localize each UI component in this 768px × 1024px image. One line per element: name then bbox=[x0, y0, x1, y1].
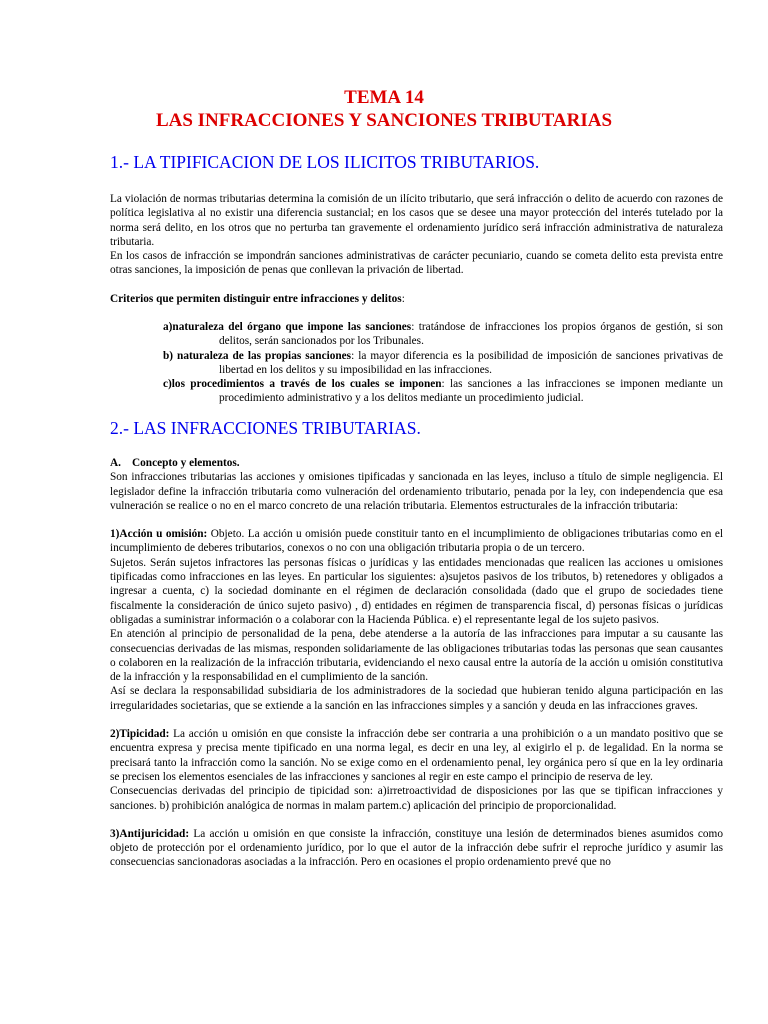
paragraph-antijuricidad bbox=[110, 827, 723, 870]
list-item-lead: a)naturaleza del órgano que impone las sanciones bbox=[163, 321, 412, 333]
list-item bbox=[163, 320, 723, 349]
section-2-body bbox=[110, 456, 723, 870]
list-item bbox=[163, 349, 723, 378]
tipicidad-text: La acción u omisión en que consiste la infracción debe ser contraria a una prohibición o a un mandato positivo que se encuentra expresa y precisa mente tipificado en una norma legal, es decir en una ley, al exigirlo el p. de legalidad. En la norma se precisará tanto la infracción como la sanción. No se exige como en el ordenamiento penal, ley orgánica pero sí que en la ley ordinaria se precisen los elementos esenciales de las infracciones y sanciones al regir en este campo el principio de reserva de ley. bbox=[110, 728, 723, 783]
list-item-lead: b) naturaleza de las propias sanciones bbox=[163, 349, 352, 362]
document-title: LAS INFRACCIONES Y SANCIONES TRIBUTARIAS bbox=[155, 110, 613, 131]
antijuricidad-text: La acción u omisión en que consiste la infracción, constituye una lesión de determinados bienes asumidos como objeto de protección por el ordenamiento jurídico, por lo que el autor de la infracción debe sufrir el reproche jurídico y asumir las consecuencias sancionadoras asociadas a la infracción. Pero en ocasiones el propio ordenamiento prevé que no bbox=[110, 827, 723, 869]
accion-text: Objeto. La acción u omisión puede constituir tanto en el incumplimiento de obligaciones tributarias como en el incumplimiento de deberes tributarios, conexos o no con una obligación tributaria propia o de un tercero. bbox=[110, 528, 723, 555]
subsection-title: Concepto y elementos. bbox=[132, 457, 240, 469]
paragraph-sanciones: En los casos de infracción se impondrán sanciones administrativas de carácter pecuniario, cuando se cometa delito esta prevista entre otras sanciones, la imposición de penas que conllevan la privación de libertad. bbox=[110, 250, 723, 277]
paragraph-concepto: Son infracciones tributarias las acciones y omisiones tipificadas y sancionada en las leyes, incluso a título de simple negligencia. El legislador define la infracción tributaria como vulneración del ordenamiento tributario, penada por la ley, con independencia que esa vulneración se realice o no en el marco concreto de una relación tributaria. Elementos estructurales de la infracción tributaria: bbox=[110, 471, 723, 512]
criterios-colon: : bbox=[401, 293, 405, 305]
paragraph-sujetos: Sujetos. Serán sujetos infractores las personas físicas o jurídicas y las entidades mencionadas que realicen las acciones u omisiones tipificadas como infracciones en las leyes. En particular los siguientes: a)sujetos pasivos de los tributos, b) retenedores y obligados a ingresar a cuenta, c) la sociedad dominante en el régimen de declaración consolidada (dado que el grupo de sociedades tiene fiscalmente la consideración de único sujeto pasivo) , d) entidades en régimen de transparencia fiscal, d) personas físicas o jurídicas obligadas a suministrar información o a colaborar con la Hacienda Pública. e) el representante legal de los sujeto pasivos. bbox=[110, 556, 723, 626]
accion-lead: 1)Acción u omisión: bbox=[110, 528, 208, 541]
list-item-text: : la mayor diferencia es la posibilidad de imposición de sanciones privativas de libertad en los delitos y su imposibilidad en las infracciones. bbox=[219, 349, 723, 376]
list-item-text: : las sanciones a las infracciones se imponen mediante un procedimiento administrativo y a los delitos mediante un procedimiento judicial. bbox=[219, 378, 723, 405]
criterios-label: Criterios que permiten distinguir entre infracciones y delitos bbox=[110, 293, 402, 305]
criterios-list bbox=[163, 320, 723, 406]
paragraph-accion bbox=[110, 527, 723, 556]
criterios-heading bbox=[110, 292, 723, 306]
list-item-lead: c)los procedimientos a través de los cuales se imponen bbox=[163, 378, 442, 391]
list-item-text: : tratándose de infracciones los propios órganos de gestión, si son delitos, serán sancionados por los Tribunales. bbox=[219, 321, 724, 348]
paragraph-personalidad: En atención al principio de personalidad de la pena, debe atenderse a la autoría de las infracciones para imputar a su causante las consecuencias derivadas de las mismas, responden solidariamente de las obligaciones tributarias todas las personas que sean causantes o colaboren en la realización de la infracción tributaria, evidenciando el nexo causal entre la autoría de la acción u omisión constitutiva de la infracción y la responsabilidad en el cumplimiento de la sanción. bbox=[110, 628, 723, 684]
section-1-heading: 1.- LA TIPIFICACION DE LOS ILICITOS TRIBUTARIOS. bbox=[110, 152, 540, 172]
paragraph-consecuencias: Consecuencias derivadas del principio de tipicidad son: a)irretroactividad de disposiciones por las que se tipifican infracciones y sanciones. b) prohibición analógica de normas in malam partem.c) aplicación del principio de proporcionalidad. bbox=[110, 785, 723, 812]
paragraph-tipicidad bbox=[110, 727, 723, 784]
subsection-heading bbox=[110, 456, 723, 470]
list-item bbox=[163, 377, 723, 406]
subsection-label: A. bbox=[110, 457, 121, 469]
section-2-heading: 2.- LAS INFRACCIONES TRIBUTARIAS. bbox=[110, 418, 421, 438]
paragraph-subsidiaria: Así se declara la responsabilidad subsidiaria de los administradores de la sociedad que hubieran tenido alguna participación en las irregularidades societarias, que se extiende a la sanción en las infracciones simples y a sanción y deuda en las infracciones graves. bbox=[110, 685, 723, 712]
tema-number: TEMA 14 bbox=[344, 87, 424, 108]
antijuricidad-lead: 3)Antijuricidad: bbox=[110, 827, 190, 840]
section-1-body bbox=[110, 192, 723, 278]
tipicidad-lead: 2)Tipicidad: bbox=[110, 728, 170, 741]
paragraph-violacion: La violación de normas tributarias determina la comisión de un ilícito tributario, que será infracción o delito de acuerdo con razones de política legislativa al no existir una diferencia sustancial; en los casos que se desee una mayor protección del interés tutelado por la norma será delito, en los otros que no perturba tan gravemente el ordenamiento jurídico será infracción administrativa de naturaleza tributaria. bbox=[110, 193, 723, 248]
